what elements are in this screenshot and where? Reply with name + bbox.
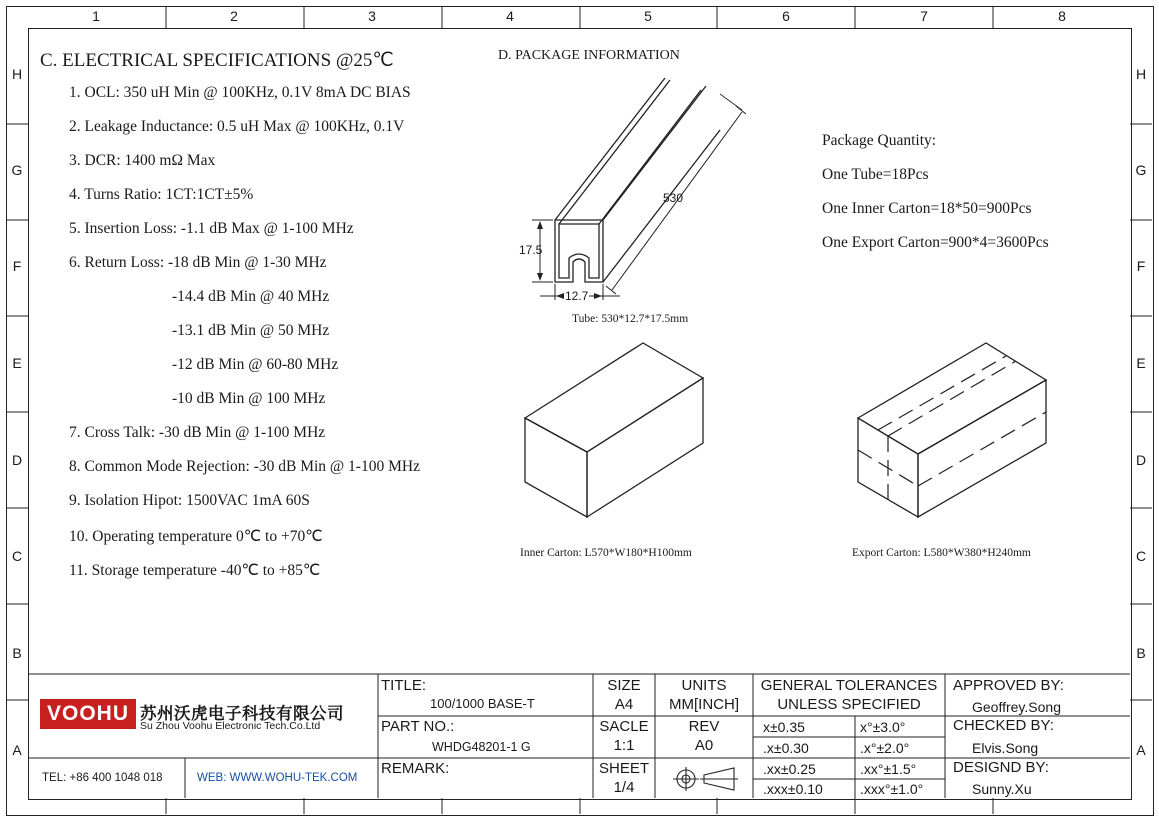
tube-length-label: 530	[663, 191, 684, 205]
package-title: D. PACKAGE INFORMATION	[498, 48, 680, 63]
spec-item: 7. Cross Talk: -30 dB Min @ 1-100 MHz	[69, 424, 326, 441]
tube-quantity: One Tube=18Pcs	[822, 166, 929, 183]
electrical-title: C. ELECTRICAL SPECIFICATIONS @25℃	[40, 50, 394, 71]
row-letter: E	[1136, 355, 1146, 371]
spec-item: -13.1 dB Min @ 50 MHz	[172, 322, 330, 339]
title-value: 100/1000 BASE-T	[430, 696, 535, 711]
scale-value: 1:1	[613, 737, 635, 754]
designed-value: Sunny.Xu	[972, 781, 1032, 797]
units-value: MM[INCH]	[669, 696, 739, 713]
col-number: 6	[782, 8, 790, 24]
tube-width-label: 12.7	[565, 289, 589, 303]
row-letter: E	[12, 355, 22, 371]
approved-value: Geoffrey.Song	[972, 699, 1061, 715]
package-quantity-title: Package Quantity:	[822, 132, 937, 149]
rev-label: REV	[688, 718, 720, 735]
inner-carton-quantity: One Inner Carton=18*50=900Pcs	[822, 200, 1032, 217]
row-letter: B	[12, 645, 22, 661]
tolerance-angular: .xxx°±1.0°	[860, 781, 924, 797]
row-letter: F	[1136, 258, 1146, 274]
size-label: SIZE	[607, 677, 641, 694]
company-web: WEB: WWW.WOHU-TEK.COM	[197, 772, 358, 784]
title-label: TITLE:	[381, 677, 427, 694]
scale-label: SACLE	[599, 718, 649, 735]
units-label: UNITS	[681, 677, 727, 694]
col-number: 7	[920, 8, 928, 24]
col-number: 3	[368, 8, 376, 24]
spec-item: 9. Isolation Hipot: 1500VAC 1mA 60S	[69, 492, 310, 509]
col-number: 1	[92, 8, 100, 24]
row-letter: A	[12, 742, 22, 758]
row-letter: H	[11, 66, 23, 82]
tolerance-angular: .xx°±1.5°	[860, 761, 917, 777]
row-letter: C	[11, 548, 23, 564]
tolerance-angular: x°±3.0°	[860, 719, 906, 735]
row-letter: D	[11, 452, 23, 468]
spec-item: 11. Storage temperature -40℃ to +85℃	[69, 562, 321, 579]
col-number: 5	[644, 8, 652, 24]
rev-value: A0	[694, 737, 714, 754]
spec-item: 8. Common Mode Rejection: -30 dB Min @ 1-100 MHz	[69, 458, 420, 475]
tolerance-linear: .x±0.30	[763, 740, 809, 756]
sheet-label: SHEET	[598, 760, 649, 777]
remark-label: REMARK:	[381, 760, 450, 777]
row-letter: B	[1136, 645, 1146, 661]
row-letter: C	[1135, 548, 1147, 564]
spec-item: 3. DCR: 1400 mΩ Max	[69, 152, 216, 169]
tolerance-header-line1: GENERAL TOLERANCES	[760, 677, 938, 694]
col-number: 8	[1058, 8, 1066, 24]
inner-carton-caption: Inner Carton: L570*W180*H100mm	[520, 547, 692, 559]
approved-label: APPROVED BY:	[953, 677, 1064, 694]
company-logo: VOOHU	[40, 699, 136, 729]
tolerance-angular: .x°±2.0°	[860, 740, 910, 756]
spec-item: -14.4 dB Min @ 40 MHz	[172, 288, 330, 305]
checked-label: CHECKED BY:	[953, 717, 1054, 734]
col-number: 4	[506, 8, 514, 24]
spec-item: 6. Return Loss: -18 dB Min @ 1-30 MHz	[69, 254, 327, 271]
checked-value: Elvis.Song	[972, 740, 1039, 756]
spec-item: 10. Operating temperature 0℃ to +70℃	[69, 528, 323, 545]
part-value: WHDG48201-1 G	[432, 740, 531, 754]
tube-height-label: 17.5	[519, 243, 543, 257]
tolerance-linear: .xx±0.25	[763, 761, 816, 777]
designed-label: DESIGND BY:	[953, 759, 1049, 776]
row-letter: A	[1136, 742, 1146, 758]
tolerance-linear: .xxx±0.10	[763, 781, 823, 797]
spec-item: 2. Leakage Inductance: 0.5 uH Max @ 100KHz, 0.1V	[69, 118, 405, 135]
row-letter: G	[11, 162, 23, 178]
tolerance-linear: x±0.35	[763, 719, 805, 735]
export-carton-caption: Export Carton: L580*W380*H240mm	[852, 547, 1031, 559]
part-label: PART NO.:	[381, 718, 455, 735]
company-name-en: Su Zhou Voohu Electronic Tech.Co.Ltd	[140, 720, 321, 732]
sheet-value: 1/4	[613, 779, 635, 796]
row-letter: F	[12, 258, 22, 274]
tolerance-header-line2: UNLESS SPECIFIED	[777, 696, 921, 713]
spec-item: -12 dB Min @ 60-80 MHz	[172, 356, 339, 373]
spec-item: 1. OCL: 350 uH Min @ 100KHz, 0.1V 8mA DC BIAS	[69, 84, 411, 101]
size-value: A4	[614, 696, 634, 713]
col-number: 2	[230, 8, 238, 24]
row-letter: H	[1135, 66, 1147, 82]
company-tel: TEL: +86 400 1048 018	[42, 772, 163, 784]
row-letter: D	[1135, 452, 1147, 468]
export-carton-quantity: One Export Carton=900*4=3600Pcs	[822, 234, 1049, 251]
spec-item: 4. Turns Ratio: 1CT:1CT±5%	[69, 186, 254, 203]
row-letter: G	[1135, 162, 1147, 178]
spec-item: -10 dB Min @ 100 MHz	[172, 390, 326, 407]
tube-caption: Tube: 530*12.7*17.5mm	[572, 313, 689, 325]
spec-item: 5. Insertion Loss: -1.1 dB Max @ 1-100 MHz	[69, 220, 354, 237]
company-name-cn: 苏州沃虎电子科技有限公司	[140, 705, 344, 723]
